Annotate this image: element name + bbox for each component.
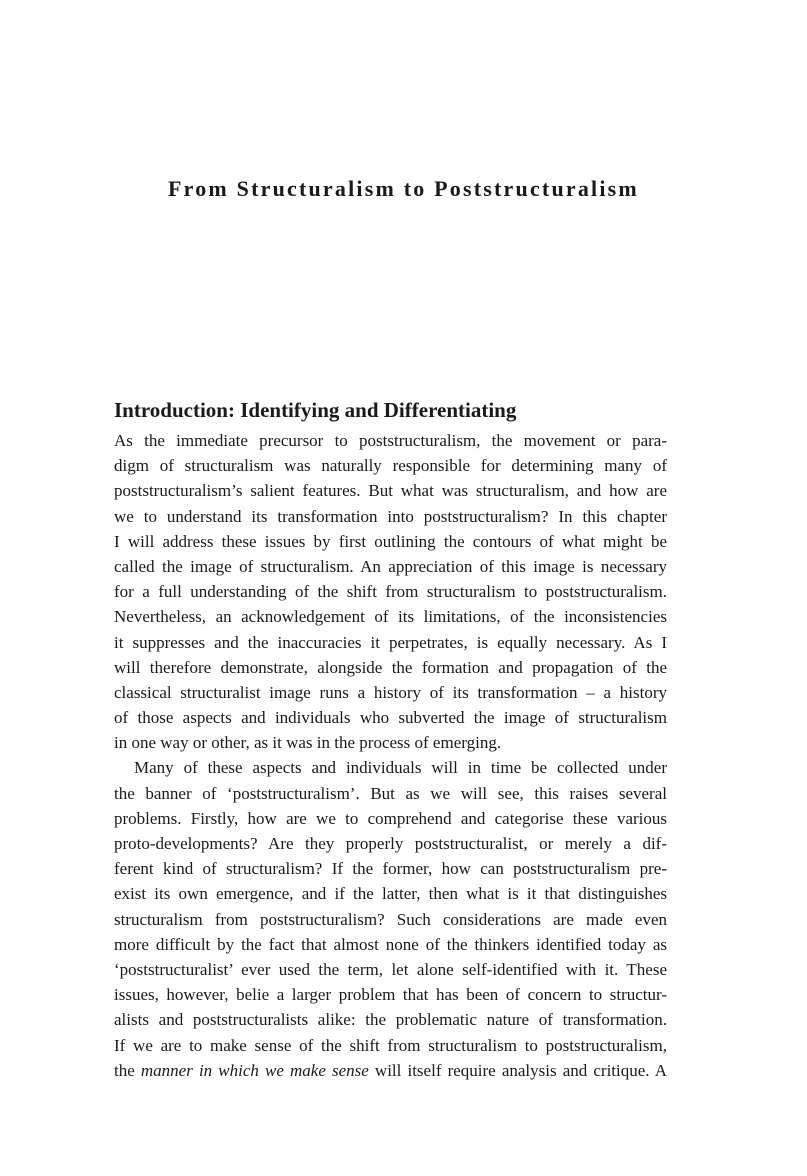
text-line: Nevertheless, an acknowledgement of its limitations, of the inconsistencies bbox=[114, 607, 667, 627]
text-line: ferent kind of structuralism? If the former, how can poststructuralism pre- bbox=[114, 859, 667, 879]
text-line: Many of these aspects and individuals will in time be collected under bbox=[134, 758, 667, 778]
paragraph-2-last-line bbox=[114, 1058, 667, 1083]
text-line: As the immediate precursor to poststructuralism, the movement or para- bbox=[114, 431, 667, 450]
section-heading: Introduction: Identifying and Differentiating bbox=[114, 398, 517, 422]
body-text bbox=[114, 428, 667, 1083]
text-line: issues, however, belie a larger problem that has been of concern to structur- bbox=[114, 985, 667, 1005]
paragraph-1 bbox=[114, 428, 667, 755]
text-line: exist its own emergence, and if the latter, then what is it that distinguishes bbox=[114, 884, 667, 904]
text-line: I will address these issues by first outlining the contours of what might be bbox=[114, 531, 667, 551]
text-line: digm of structuralism was naturally responsible for determining many of bbox=[114, 456, 667, 476]
text-line: it suppresses and the inaccuracies it perpetrates, is equally necessary. As I bbox=[114, 632, 667, 652]
text-line: alists and poststructuralists alike: the problematic nature of transformation. bbox=[114, 1010, 667, 1030]
text-line: ‘poststructuralist’ ever used the term, let alone self-identified with it. These bbox=[114, 959, 667, 979]
text-line: proto-developments? Are they properly poststructuralist, or merely a dif- bbox=[114, 834, 667, 853]
text-line: poststructuralism’s salient features. But what was structuralism, and how are bbox=[114, 481, 667, 501]
text-run: the bbox=[114, 1060, 141, 1080]
text-line: more difficult by the fact that almost none of the thinkers identified today as bbox=[114, 934, 667, 954]
text-line: classical structuralist image runs a history of its transformation – a history bbox=[114, 682, 667, 702]
text-line: the banner of ‘poststructuralism’. But as we will see, this raises several bbox=[114, 783, 667, 803]
text-line: of those aspects and individuals who subverted the image of structuralism bbox=[114, 708, 667, 728]
chapter-title: From Structuralism to Poststructuralism bbox=[168, 176, 639, 201]
text-line: If we are to make sense of the shift from structuralism to poststructuralism, bbox=[114, 1035, 667, 1055]
text-line: in one way or other, as it was in the process of emerging. bbox=[114, 733, 502, 753]
paragraph-2 bbox=[114, 755, 667, 1057]
text-line: problems. Firstly, how are we to comprehend and categorise these various bbox=[114, 808, 667, 828]
text-line: we to understand its transformation into poststructuralism? In this chapter bbox=[114, 506, 667, 526]
text-line: structuralism from poststructuralism? Such considerations are made even bbox=[114, 909, 667, 929]
italic-emphasis: manner in which we make sense bbox=[140, 1060, 369, 1080]
text-run: will itself require analysis and critique. A bbox=[368, 1060, 668, 1080]
text-line: called the image of structuralism. An appreciation of this image is necessary bbox=[114, 556, 667, 576]
text-line: will therefore demonstrate, alongside the formation and propagation of the bbox=[114, 657, 667, 677]
text-line: for a full understanding of the shift from structuralism to poststructuralism. bbox=[114, 582, 667, 602]
